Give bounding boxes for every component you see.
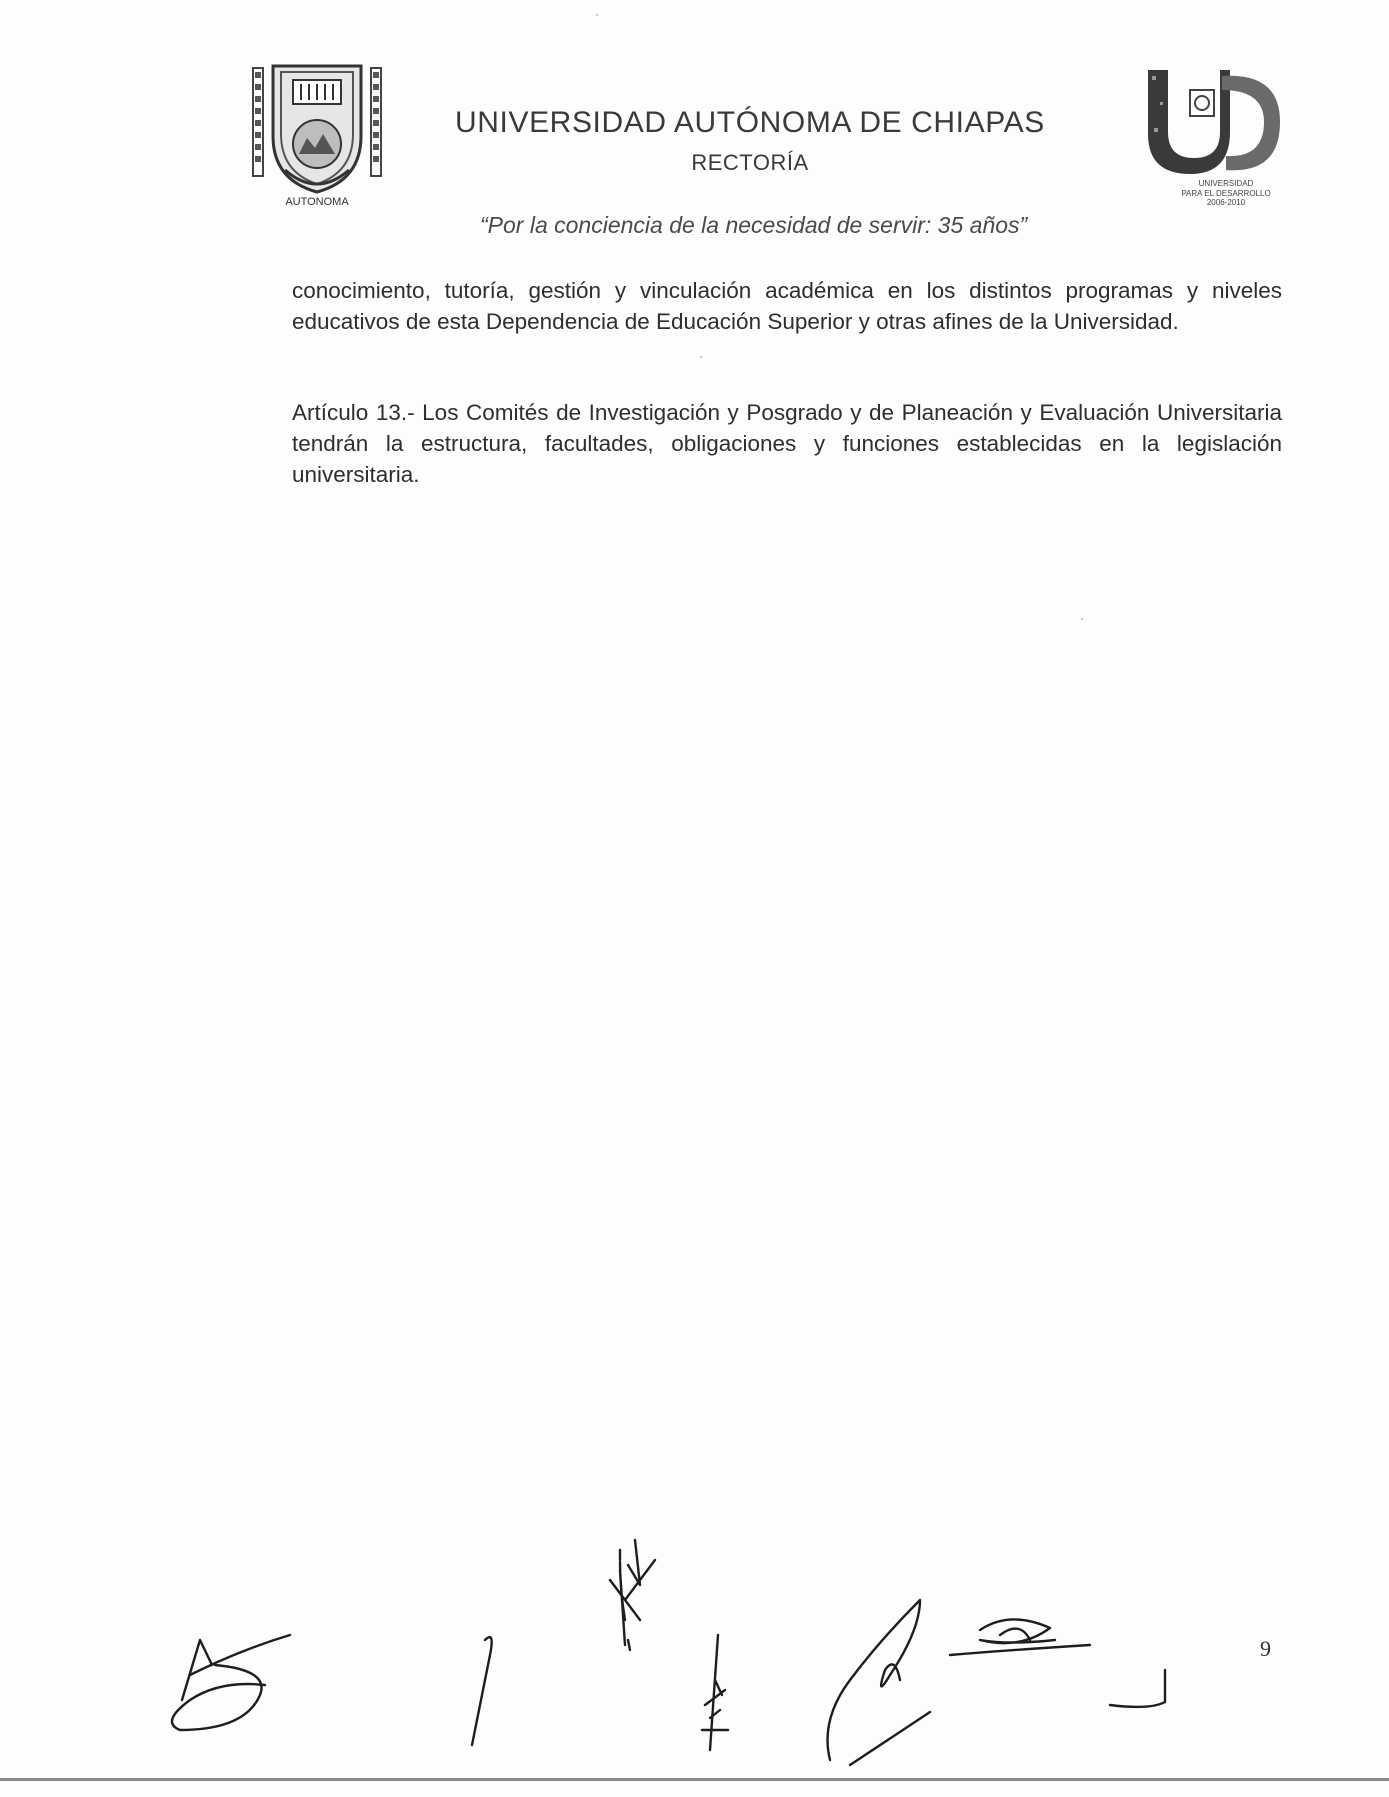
body-paragraph: conocimiento, tutoría, gestión y vinculación académica en los distintos programas y niveles educativos de esta Dependencia de Educación Superior y otras afines de la Universidad. [292, 278, 1282, 334]
department-name: RECTORÍA [691, 150, 809, 175]
signature-5 [828, 1600, 931, 1765]
signature-4 [702, 1635, 728, 1750]
page-number: 9 [1260, 1636, 1271, 1661]
scan-speck [1081, 618, 1083, 620]
signature-1 [172, 1635, 290, 1730]
signature-3 [610, 1540, 655, 1650]
article-13-paragraph: Artículo 13.- Los Comités de Investigación y Posgrado y de Planeación y Evaluación Universitaria tendrán la estructura, facultades, obligaciones y funciones establecidas en la legislación universitaria. [292, 400, 1282, 487]
svg-text:AUTONOMA: AUTONOMA [285, 196, 349, 208]
svg-text:2006-2010: 2006-2010 [1206, 198, 1246, 207]
signature-7 [1110, 1670, 1165, 1707]
university-seal-logo [245, 58, 395, 208]
university-name: UNIVERSIDAD AUTÓNOMA DE CHIAPAS [455, 106, 1045, 139]
svg-text:PARA EL DESARROLLO: PARA EL DESARROLLO [1181, 189, 1271, 198]
institutional-motto: “Por la conciencia de la necesidad de servir: 35 años” [480, 212, 1028, 238]
signature-6 [950, 1619, 1090, 1655]
scan-edge-line [0, 1778, 1389, 1781]
scan-speck [596, 14, 598, 16]
universidad-desarrollo-logo [1130, 62, 1290, 207]
scan-speck [700, 356, 702, 358]
signatures [150, 1490, 1300, 1770]
svg-text:UNIVERSIDAD: UNIVERSIDAD [1198, 179, 1254, 188]
signature-2 [472, 1637, 492, 1745]
